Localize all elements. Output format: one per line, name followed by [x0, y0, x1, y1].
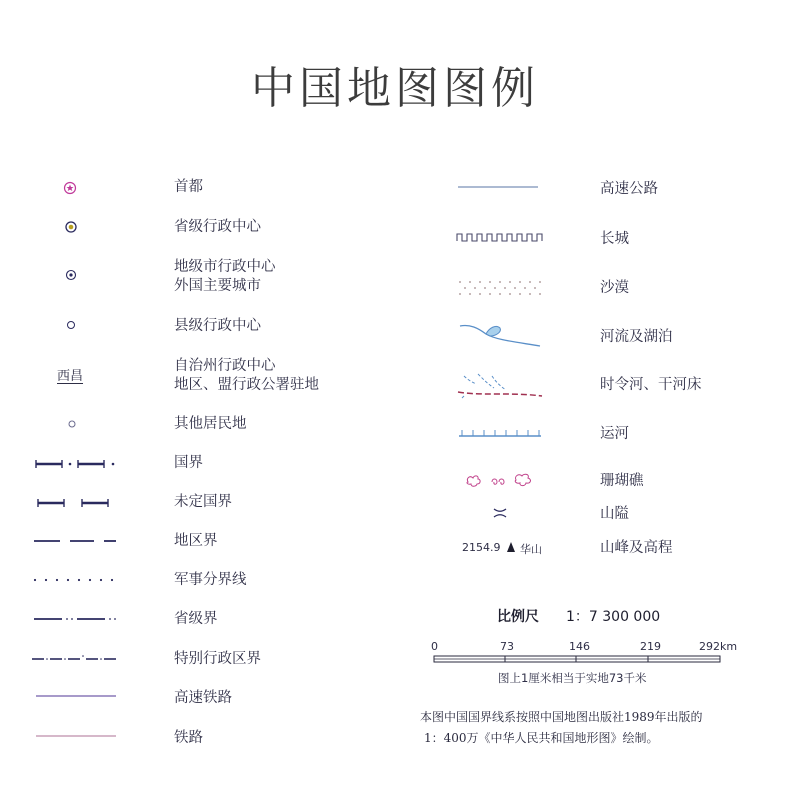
scale-label: 比例尺 [497, 609, 539, 625]
scale-caption: 图上1厘米相当于实地73千米 [498, 671, 647, 685]
legend-label-river-lake: 河流及湖泊 [600, 329, 673, 345]
legend-label-prefecture-city: 地级市行政中心 [174, 259, 276, 275]
other-settlement-icon [67, 419, 77, 429]
legend-label-desert: 沙漠 [600, 280, 629, 296]
regional-boundary-symbol [32, 536, 118, 546]
scale-tick-0: 0 [431, 640, 438, 653]
sar-boundary-symbol [30, 653, 122, 663]
legend-label-provincial-center: 省级行政中心 [174, 219, 261, 235]
provincial-center-icon [64, 220, 78, 234]
scale-tick-73: 73 [500, 640, 514, 653]
scale-ratio: 1：7 300 000 [566, 609, 661, 625]
autonomous-prefecture-sample: 西昌 [57, 369, 84, 384]
boundary-note-line1: 本图中国国界线系按照中国地图出版社1989年出版的 [420, 710, 703, 724]
scale-bar [433, 653, 723, 665]
desert-symbol [456, 278, 544, 298]
expressway-symbol [458, 183, 540, 191]
mountain-peak-icon [506, 541, 516, 553]
legend-label-undetermined-boundary: 未定国界 [174, 494, 232, 510]
mountain-pass-icon [492, 506, 508, 520]
legend-label-military-demarcation: 军事分界线 [174, 572, 247, 588]
county-center-icon [66, 320, 76, 330]
peak-name-sample: 华山 [520, 543, 542, 556]
legend-label-seasonal-river: 时令河、干河床 [600, 377, 702, 393]
seasonal-river-symbol [456, 372, 546, 402]
legend-label-railway: 铁路 [174, 730, 203, 746]
peak-elevation-sample: 2154.9 [462, 541, 501, 554]
military-demarcation-symbol [32, 575, 118, 585]
scale-tick-146: 146 [569, 640, 590, 653]
railway-symbol [36, 732, 118, 740]
legend-label-provincial-boundary: 省级界 [174, 611, 218, 627]
legend-label-mountain-peak: 山峰及高程 [600, 540, 673, 556]
legend-label-mountain-pass: 山隘 [600, 506, 629, 522]
scale-tick-219: 219 [640, 640, 661, 653]
provincial-boundary-symbol [32, 614, 120, 624]
legend-title: 中国地图图例 [251, 63, 539, 114]
great-wall-symbol [456, 230, 544, 244]
high-speed-rail-symbol [36, 692, 118, 700]
prefecture-city-icon [65, 269, 77, 281]
legend-label-national-boundary: 国界 [174, 455, 203, 471]
legend-label-regional-boundary: 地区界 [174, 533, 218, 549]
legend-label-canal: 运河 [600, 426, 629, 442]
legend-label-capital: 首都 [174, 179, 203, 195]
legend-label-expressway: 高速公路 [600, 181, 658, 197]
coral-reef-symbol [464, 470, 536, 490]
legend-label-great-wall: 长城 [600, 231, 629, 247]
legend-label-coral-reef: 珊瑚礁 [600, 473, 644, 489]
legend-label-autonomous-prefecture: 自治州行政中心 [174, 358, 276, 374]
legend-label-high-speed-rail: 高速铁路 [174, 690, 232, 706]
undetermined-boundary-symbol [36, 496, 120, 510]
legend-label-sar-boundary: 特别行政区界 [174, 651, 261, 667]
river-lake-symbol [456, 318, 544, 350]
scale-tick-292: 292km [699, 640, 738, 653]
capital-icon [62, 180, 78, 196]
legend-label-other-settlement: 其他居民地 [174, 416, 247, 432]
legend-label-prefecture-office: 地区、盟行政公署驻地 [174, 377, 319, 393]
canal-symbol [458, 426, 544, 438]
legend-label-county-center: 县级行政中心 [174, 318, 261, 334]
national-boundary-symbol [34, 457, 118, 471]
boundary-note-line2: 1：400万《中华人民共和国地形图》绘制。 [424, 731, 659, 745]
legend-label-foreign-city: 外国主要城市 [174, 278, 261, 294]
